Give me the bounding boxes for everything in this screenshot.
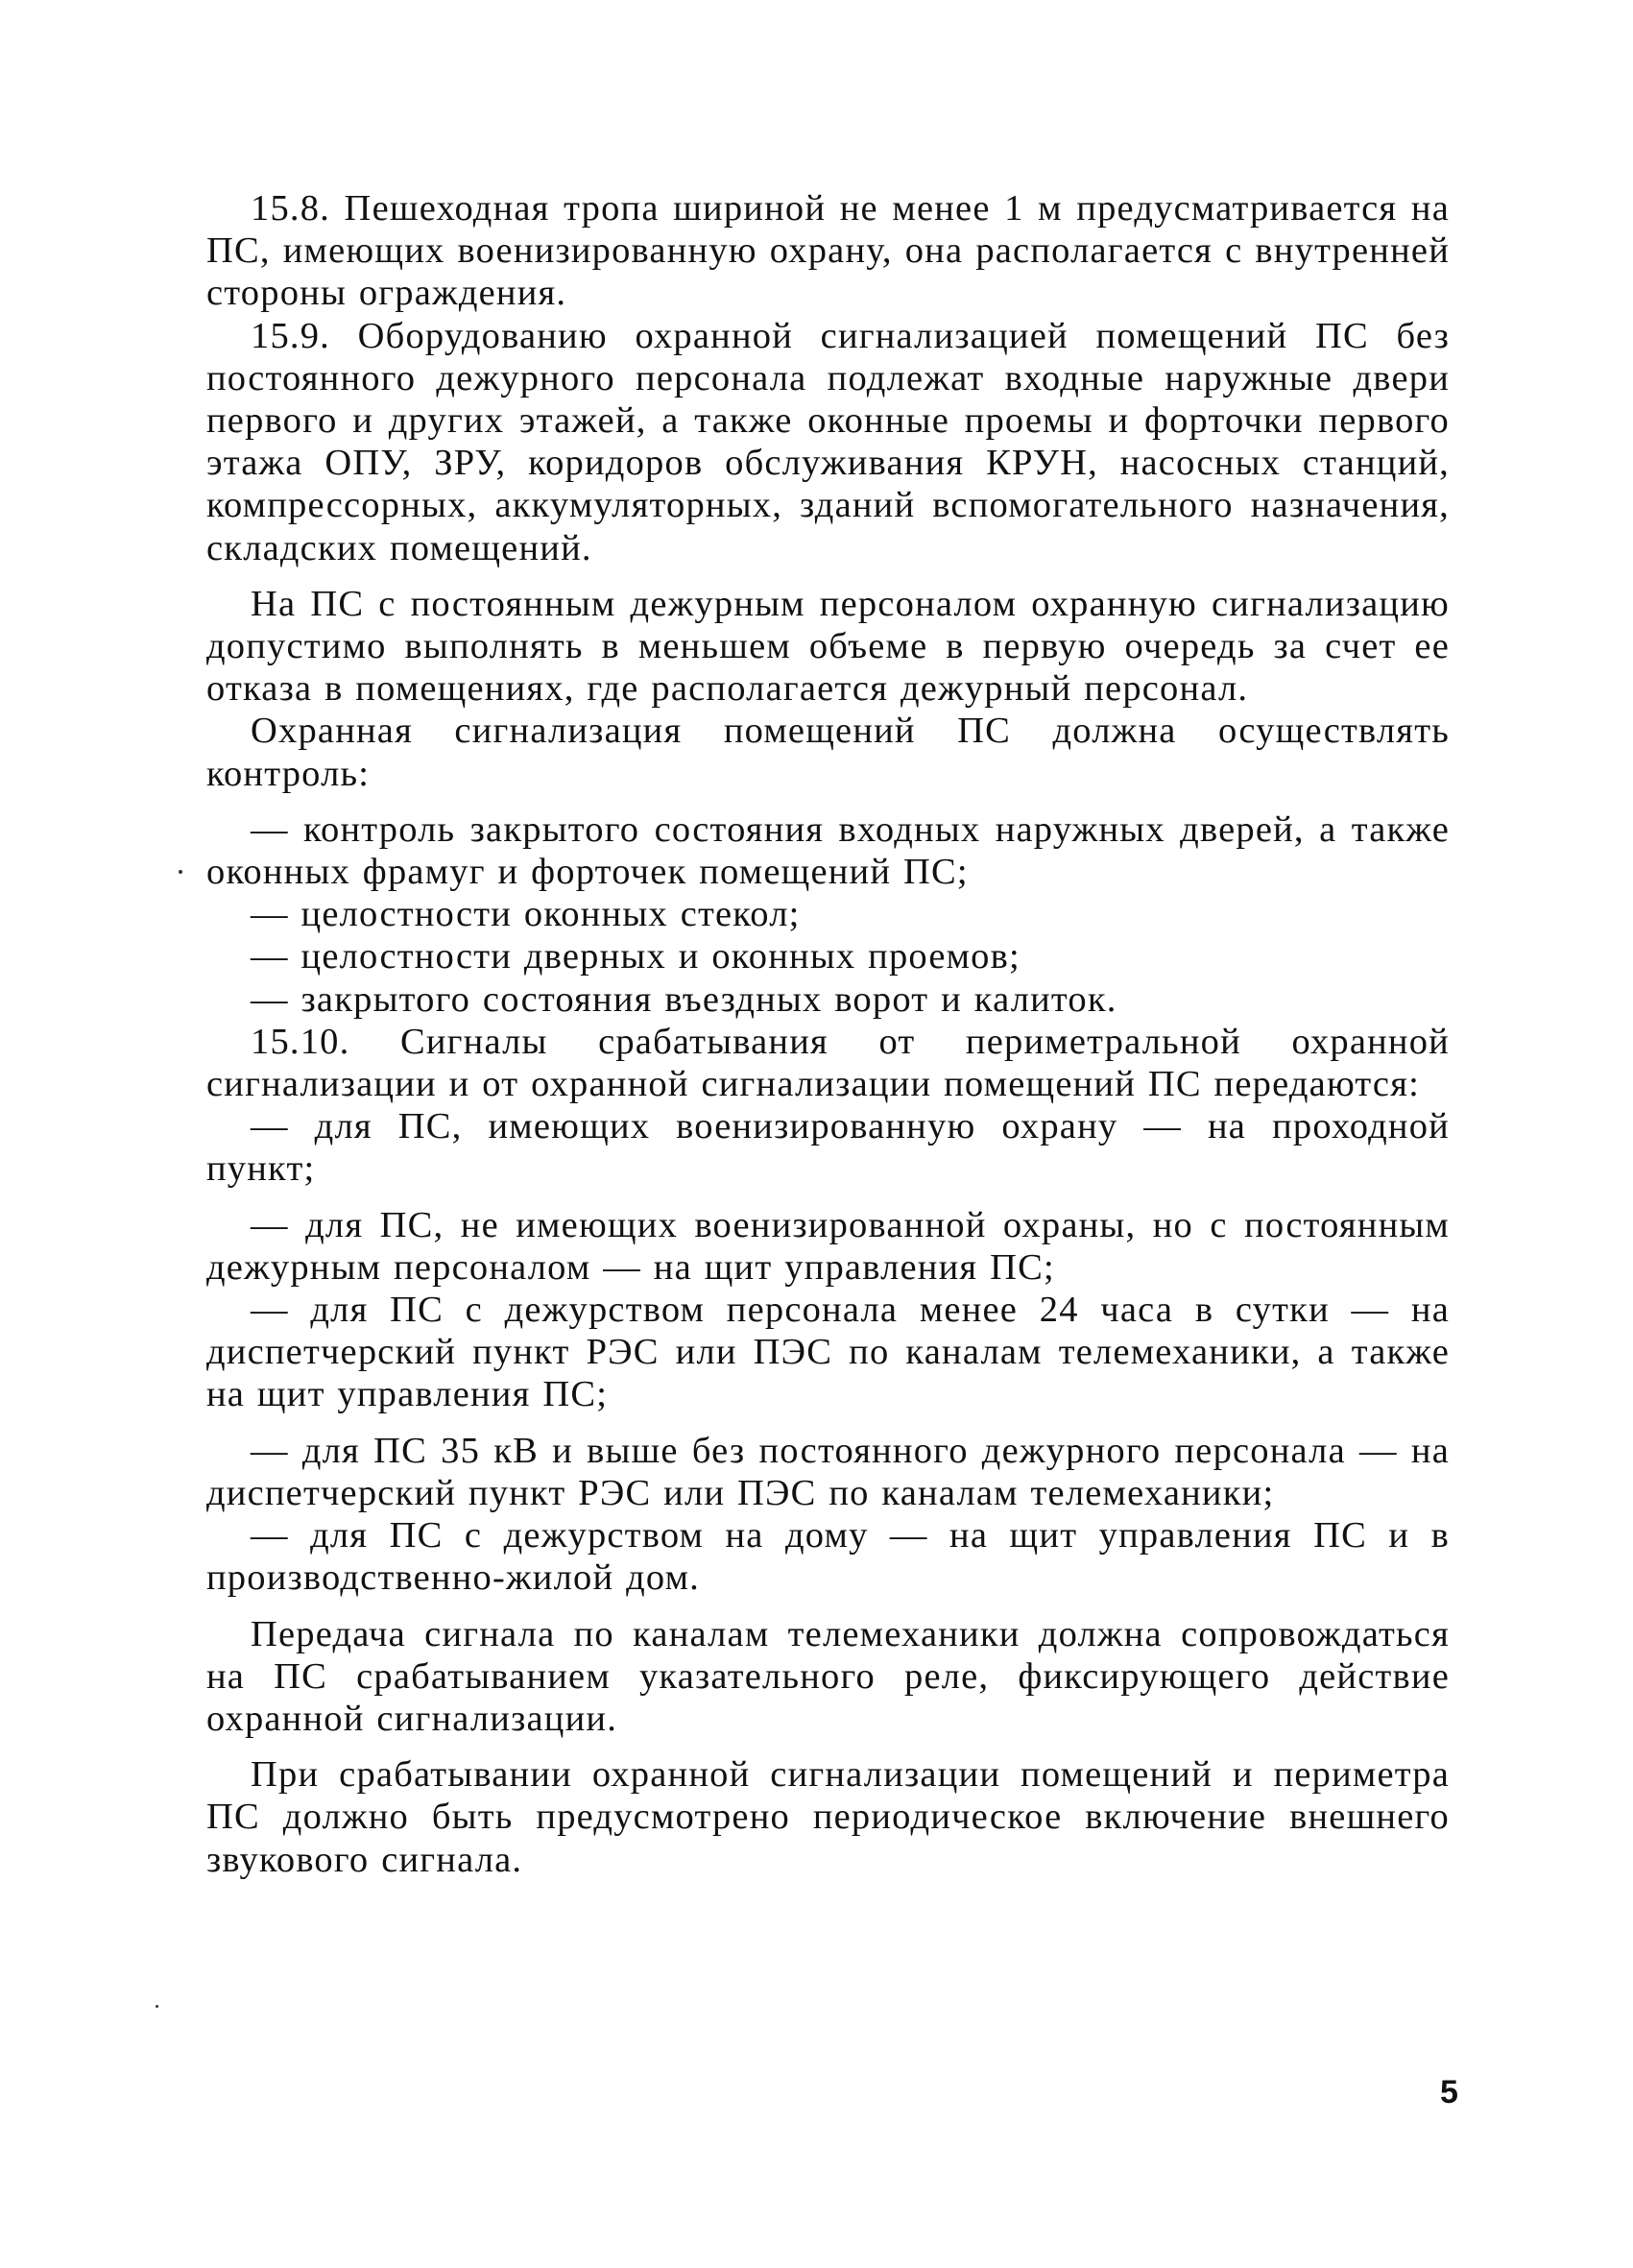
paragraph-15-10: 15.10. Сигналы срабатывания от периметральной охранной сигнализации и от охранной сигнализации помещений ПС передаются:: [206, 1021, 1450, 1105]
list-item-openings: — целостности дверных и оконных проемов;: [251, 936, 1021, 977]
list-item-home-duty: — для ПС с дежурством на дому — на щит управления ПС и в производственно-жилой дом.: [206, 1515, 1450, 1599]
paragraph-telemechanics: Передача сигнала по каналам телемеханики должна сопровождаться на ПС срабатыванием указательного реле, фиксирующего действие охранной сигнализации.: [206, 1613, 1450, 1739]
paragraph-15-9: 15.9. Оборудованию охранной сигнализацией помещений ПС без постоянного дежурного персонала подлежат входные наружные двери первого и других этажей, а также оконные проемы и форточки первого этажа ОПУ, ЗРУ, коридоров обслуживания КРУН, насосных станций, компрессорных, аккумуляторных, зданий вспомогательного назначения, складских помещений.: [206, 315, 1450, 568]
scan-speck: [179, 870, 182, 874]
paragraph-permanent-staff: На ПС с постоянным дежурным персоналом охранную сигнализацию допустимо выполнять в меньшем объеме в первую очередь за счет ее отказа в помещениях, где располагается дежурный персонал.: [206, 583, 1450, 710]
paragraph-15-8: 15.8. Пешеходная тропа шириной не менее 1 м предусматривается на ПС, имеющих военизированную охрану, она располагается с внутренней стороны ограждения.: [206, 188, 1450, 314]
list-item-doors-closed: — контроль закрытого состояния входных наружных дверей, а также оконных фрамуг и форточек помещений ПС;: [206, 808, 1450, 893]
list-item-part-time-duty: — для ПС с дежурством персонала менее 24 часа в сутки — на диспетчерский пункт РЭС или ПЭС по каналам телемеханики, а также на щит управления ПС;: [206, 1290, 1450, 1415]
list-item-no-guard-with-staff: — для ПС, не имеющих военизированной охраны, но с постоянным дежурным персоналом — на щит управления ПС;: [206, 1204, 1450, 1288]
list-item-militarized-guard: — для ПС, имеющих военизированную охрану — на проходной пункт;: [206, 1106, 1450, 1190]
document-body: [206, 187, 1450, 1881]
paragraph-sound-signal: При срабатывании охранной сигнализации помещений и периметра ПС должно быть предусмотрено периодическое включение внешнего звукового сигнала.: [206, 1754, 1450, 1880]
list-item-gates: — закрытого состояния въездных ворот и калиток.: [251, 978, 1117, 1020]
list-item-window-glass: — целостности оконных стекол;: [251, 894, 801, 935]
scan-speck: [156, 2005, 158, 2008]
paragraph-control-intro: Охранная сигнализация помещений ПС должна осуществлять контроль:: [206, 711, 1450, 794]
page-number: 5: [1440, 2074, 1458, 2111]
list-item-35kv: — для ПС 35 кВ и выше без постоянного дежурного персонала — на диспетчерский пункт РЭС или ПЭС по каналам телемеханики;: [206, 1430, 1450, 1513]
